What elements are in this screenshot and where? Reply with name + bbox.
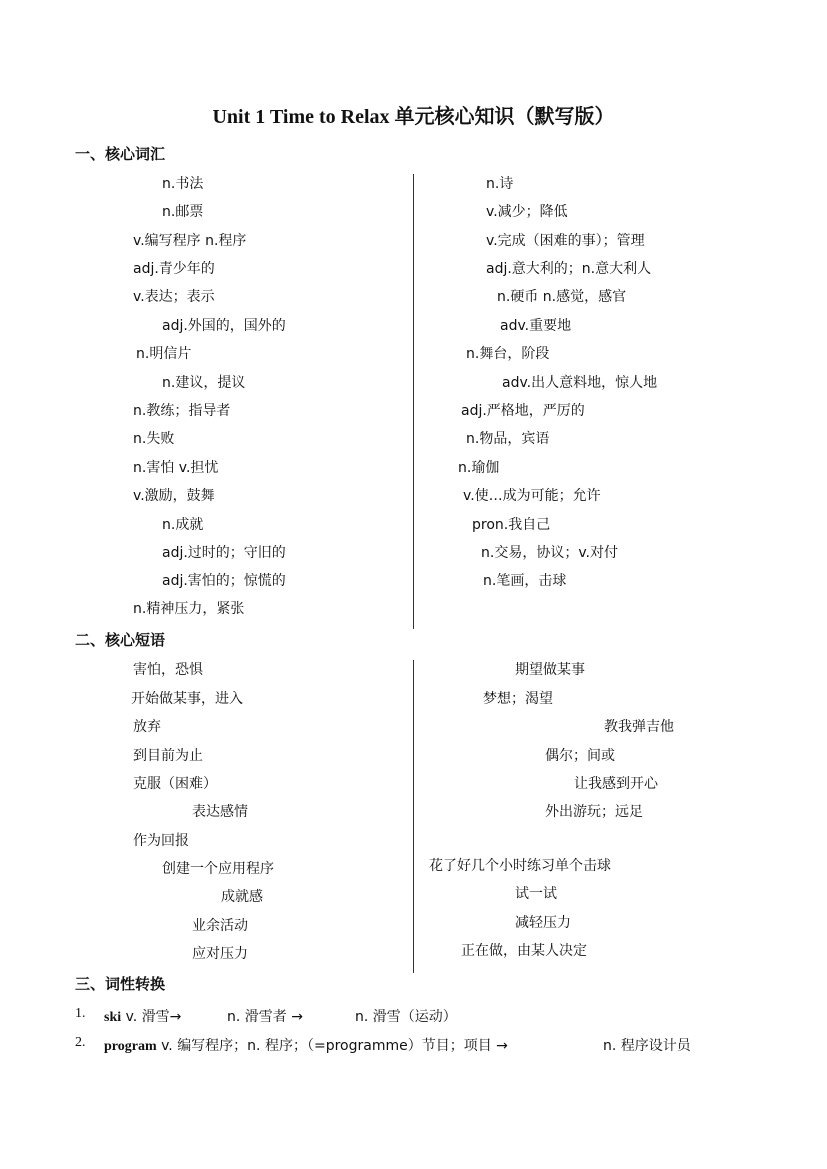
vocab-item: adj.外国的，国外的 — [162, 318, 286, 334]
vocab-item: adj.过时的；守旧的 — [162, 545, 286, 561]
phrase-item: 创建一个应用程序 — [162, 861, 274, 877]
phrase-item: 克服（困难） — [133, 776, 217, 792]
phrases-column-divider — [413, 660, 414, 973]
phrase-item: 外出游玩；远足 — [545, 804, 643, 820]
phrase-item: 表达感情 — [192, 804, 248, 820]
meaning: 滑雪→ — [141, 1009, 182, 1025]
vocab-item: n.建议，提议 — [162, 375, 246, 391]
phrase-item: 应对压力 — [192, 946, 248, 962]
phrase-item: 成就感 — [221, 889, 263, 905]
phrase-item: 梦想；渴望 — [483, 691, 553, 707]
phrase-item: 业余活动 — [192, 918, 248, 934]
phrase-item: 教我弹吉他 — [604, 719, 674, 735]
vocab-column-divider — [413, 174, 414, 629]
phrase-item: 到目前为止 — [133, 748, 203, 764]
phrase-item: 期望做某事 — [515, 662, 585, 678]
vocab-item: n.邮票 — [162, 204, 204, 220]
vocab-item: n.害怕 v.担忧 — [133, 460, 219, 476]
vocab-item: adv.重要地 — [500, 318, 572, 334]
vocab-item: n.硬币 n.感觉，感官 — [497, 289, 627, 305]
vocab-item: n.诗 — [486, 176, 514, 192]
meaning: 编写程序；n. 程序；（=programme）节目；项目 → — [177, 1038, 508, 1054]
conversion-line — [104, 1006, 181, 1026]
phrase-item: 减轻压力 — [515, 915, 571, 931]
section-heading-conversion: 三、词性转换 — [75, 975, 166, 993]
vocab-item: adj.青少年的 — [133, 261, 215, 277]
headword: program — [104, 1039, 157, 1054]
page-title: Unit 1 Time to Relax 单元核心知识（默写版） — [212, 106, 615, 128]
phrase-item: 正在做，由某人决定 — [461, 943, 587, 959]
phrase-item: 偶尔；间或 — [545, 748, 615, 764]
vocab-item: v.使…成为可能；允许 — [463, 488, 601, 504]
vocab-item: v.激励，鼓舞 — [133, 488, 215, 504]
phrase-item: 放弃 — [133, 719, 161, 735]
vocab-item: v.减少；降低 — [486, 204, 568, 220]
vocab-item: n.失败 — [133, 431, 175, 447]
phrase-item: 花了好几个小时练习单个击球 — [429, 858, 611, 874]
vocab-item: n.舞台，阶段 — [466, 346, 550, 362]
headword: ski — [104, 1010, 122, 1025]
phrase-item: 开始做某事，进入 — [131, 691, 243, 707]
vocab-item: n.物品，宾语 — [466, 431, 550, 447]
vocab-item: adj.严格地，严厉的 — [461, 403, 585, 419]
vocab-item: n.明信片 — [136, 346, 192, 362]
conversion-blank-2: n. 滑雪者 → — [227, 1009, 303, 1025]
section-heading-vocab: 一、核心词汇 — [75, 145, 166, 163]
vocab-item: n.笔画，击球 — [483, 573, 567, 589]
vocab-item: n.成就 — [162, 517, 204, 533]
vocab-item: n.精神压力，紧张 — [133, 601, 245, 617]
vocab-item: adj.害怕的；惊慌的 — [162, 573, 286, 589]
vocab-item: adv.出人意料地，惊人地 — [502, 375, 658, 391]
conversion-blank-2: n. 程序设计员 — [603, 1038, 691, 1054]
phrase-item: 试一试 — [515, 886, 557, 902]
phrase-item: 作为回报 — [133, 833, 189, 849]
vocab-item: adj.意大利的；n.意大利人 — [486, 261, 652, 277]
vocab-item: pron.我自己 — [472, 517, 551, 533]
vocab-item: n.教练；指导者 — [133, 403, 231, 419]
conversion-blank-3: n. 滑雪（运动） — [355, 1009, 457, 1025]
part-of-speech: v. — [125, 1009, 138, 1025]
vocab-item: n.交易，协议；v.对付 — [481, 545, 618, 561]
part-of-speech: v. — [161, 1038, 173, 1054]
item-number: 2. — [75, 1035, 86, 1050]
vocab-item: v.完成（困难的事）；管理 — [486, 233, 645, 249]
vocab-item: n.瑜伽 — [458, 460, 500, 476]
vocab-item: v.编写程序 n.程序 — [133, 233, 247, 249]
item-number: 1. — [75, 1006, 86, 1021]
vocab-item: v.表达；表示 — [133, 289, 215, 305]
section-heading-phrases: 二、核心短语 — [75, 631, 166, 649]
phrase-item: 让我感到开心 — [574, 776, 658, 792]
phrase-item: 害怕，恐惧 — [133, 662, 203, 678]
conversion-line — [104, 1035, 508, 1055]
vocab-item: n.书法 — [162, 176, 204, 192]
